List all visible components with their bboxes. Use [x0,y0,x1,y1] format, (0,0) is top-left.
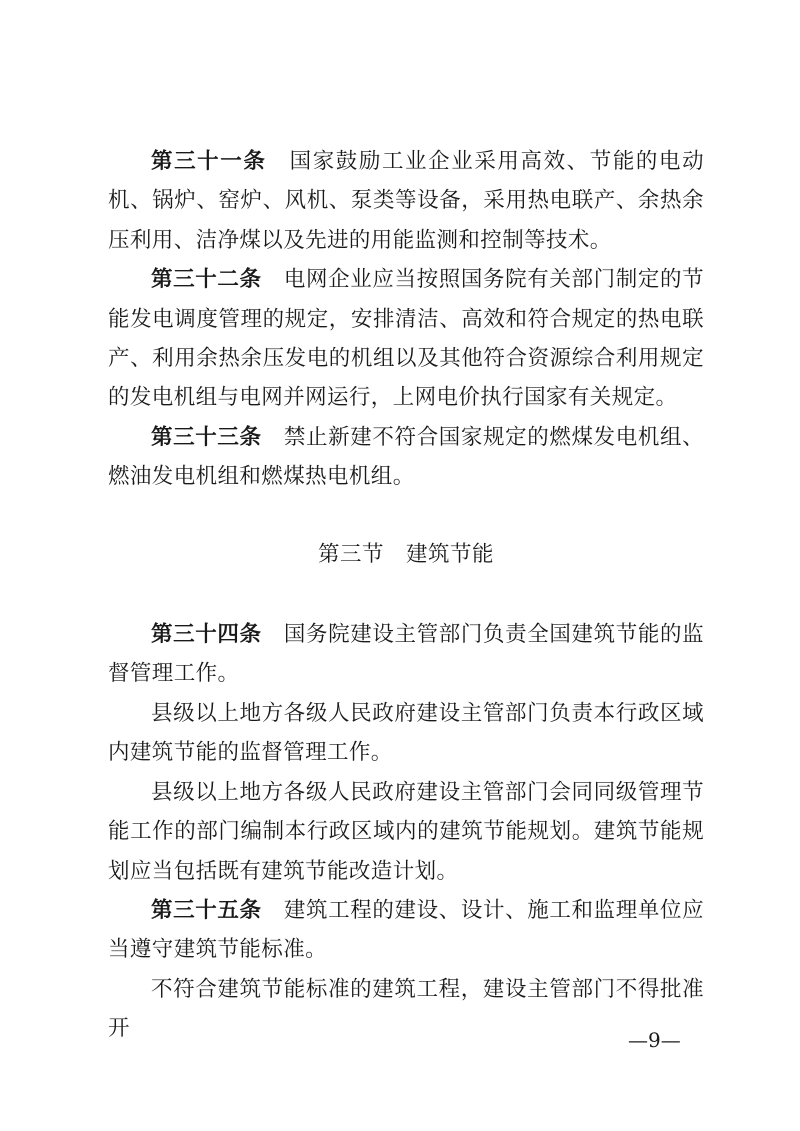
article-34 [108,615,704,694]
article-34-text: 国务院建设主管部门负责全国建筑节能的监督管理工作。 [108,622,704,687]
article-34-label: 第三十四条 [151,622,262,648]
article-31 [108,142,704,260]
article-34-paragraph-3: 县级以上地方各级人民政府建设主管部门会同同级管理节能工作的部门编制本行政区域内的建筑节能规划。建筑节能规划应当包括既有建筑节能改造计划。 [108,779,704,884]
document-body [108,142,704,1049]
section-number: 第三节 [317,541,384,567]
article-35 [108,891,704,970]
article-34-paragraph-2: 县级以上地方各级人民政府建设主管部门负责本行政区域内建筑节能的监督管理工作。 [108,700,704,766]
section-heading [108,497,704,615]
article-32-label: 第三十二条 [151,267,262,293]
section-title: 建筑节能 [406,541,495,567]
page-number: —9— [628,1028,681,1052]
article-33-text: 禁止新建不符合国家规定的燃煤发电机组、燃油发电机组和燃煤热电机组。 [108,424,704,490]
article-31-text: 国家鼓励工业企业采用高效、节能的电动机、锅炉、窑炉、风机、泵类等设备，采用热电联产、余热余压利用、洁净煤以及先进的用能监测和控制等技术。 [108,149,704,253]
article-31-label: 第三十一条 [151,149,267,174]
article-33 [108,418,704,497]
article-32 [108,260,704,418]
article-35-text: 建筑工程的建设、设计、施工和监理单位应当遵守建筑节能标准。 [108,897,704,963]
article-35-label: 第三十五条 [151,897,262,923]
article-35-paragraph-2: 不符合建筑节能标准的建筑工程，建设主管部门不得批准开 [108,976,704,1042]
article-33-label: 第三十三条 [151,424,262,450]
article-32-text: 电网企业应当按照国务院有关部门制定的节能发电调度管理的规定，安排清洁、高效和符合规定的热电联产、利用余热余压发电的机组以及其他符合资源综合利用规定的发电机组与电网并网运行，上网电价执行国家有关规定。 [108,267,704,411]
